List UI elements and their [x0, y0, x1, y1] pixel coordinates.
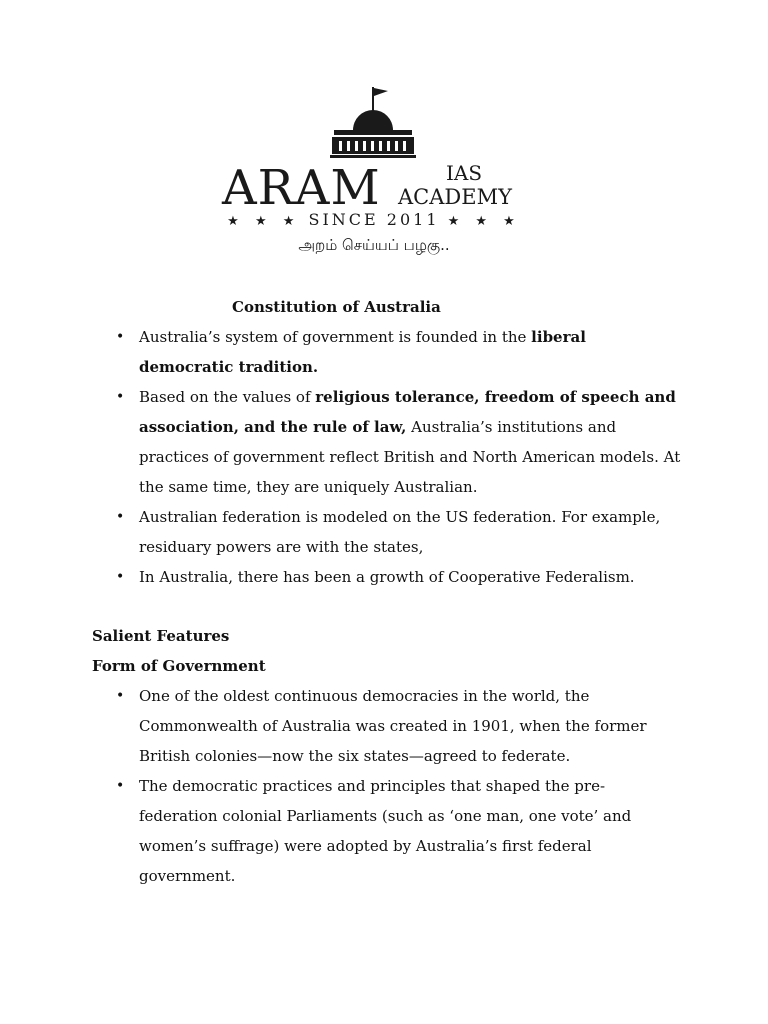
heading-form-of-government: Form of Government	[92, 657, 266, 675]
since-text: SINCE 2011	[308, 210, 440, 229]
list-text: Australia’s system of government is founded in the	[139, 328, 532, 346]
list-item	[92, 562, 682, 592]
brand-logo	[222, 160, 542, 216]
bullet-icon: •	[116, 389, 125, 405]
bullet-icon: •	[116, 509, 125, 525]
list-item	[92, 322, 682, 382]
brand-name: ARAM	[222, 160, 381, 216]
bullet-icon: •	[116, 778, 125, 794]
list-text: One of the oldest continuous democracies in the world, the Commonwealth of Australia was created in 1901, when the former British colonies—now the six states—agreed to federate.	[139, 687, 647, 765]
stars-left: ★ ★ ★	[227, 214, 301, 229]
bold-text: religious tolerance, freedom of speech and association, and the rule of law,	[139, 388, 676, 436]
list-item	[92, 771, 682, 891]
list-text: Based on the values of	[139, 388, 316, 406]
tamil-tagline: அறம் செய்யப் பழகு..	[298, 236, 450, 254]
list-text: Australia’s institutions and practices of government reflect British and North American models. At the same time, they are uniquely Australian.	[139, 418, 681, 496]
parliament-building-icon	[322, 84, 424, 162]
bullet-icon: •	[116, 329, 125, 345]
since-line	[224, 210, 524, 229]
form-of-government-bullet-list	[92, 681, 682, 891]
list-item	[92, 502, 682, 562]
bullet-icon: •	[116, 688, 125, 704]
list-item	[92, 681, 682, 771]
list-text: The democratic practices and principles that shaped the pre-federation colonial Parliaments (such as ‘one man, one vote’ and women’s suffrage) were adopted by Australia’s first federal government.	[139, 777, 632, 885]
intro-bullet-list	[92, 322, 682, 592]
list-item	[92, 382, 682, 502]
bullet-icon: •	[116, 569, 125, 585]
list-text: In Australia, there has been a growth of Cooperative Federalism.	[139, 568, 635, 586]
stars-right: ★ ★ ★	[447, 214, 521, 229]
list-text: Australian federation is modeled on the US federation. For example, residuary powers are with the states,	[139, 508, 661, 556]
brand-academy: ACADEMY	[398, 185, 512, 209]
brand-ias: IAS	[446, 161, 483, 185]
heading-salient-features: Salient Features	[92, 627, 230, 645]
bold-text: liberal democratic tradition.	[139, 328, 586, 376]
document-title: Constitution of Australia	[232, 298, 441, 316]
